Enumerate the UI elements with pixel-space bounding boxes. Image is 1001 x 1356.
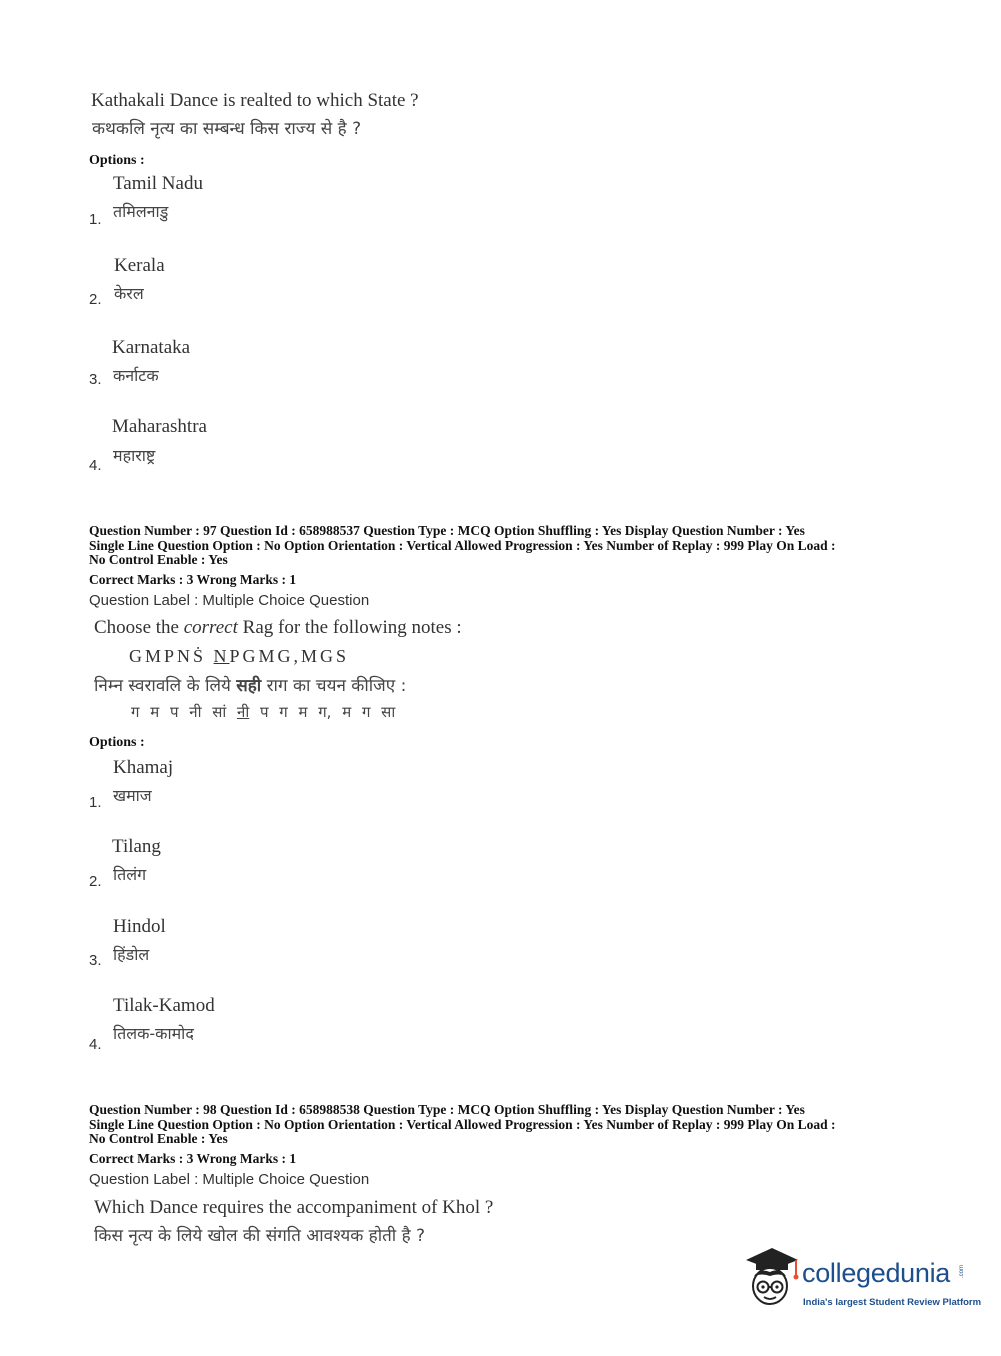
- q97-marks: Correct Marks : 3 Wrong Marks : 1: [89, 572, 297, 587]
- q96-option-3-en: Karnataka: [112, 337, 191, 358]
- q98-question-en: Which Dance requires the accompaniment of Khol ?: [94, 1197, 494, 1218]
- q97-option-3-en: Hindol: [113, 916, 166, 937]
- q96-option-4-en: Maharashtra: [112, 416, 207, 437]
- q96-option-2-number: 2.: [89, 291, 102, 308]
- q97-option-3-number: 3.: [89, 952, 102, 969]
- q97-option-2-number: 2.: [89, 873, 102, 890]
- q97-option-4-hi: तिलक-कामोद: [113, 1024, 194, 1043]
- q96-option-3-number: 3.: [89, 371, 102, 388]
- q98-question-label: Question Label : Multiple Choice Question: [89, 1171, 370, 1188]
- q96-option-1-number: 1.: [89, 211, 102, 228]
- q97-meta-line-1: Question Number : 97 Question Id : 658988537 Question Type : MCQ Option Shuffling : Yes Display Question Number : Yes: [89, 523, 805, 538]
- collegedunia-logo[interactable]: [740, 1246, 982, 1316]
- q96-question-hi: कथकलि नृत्य का सम्बन्ध किस राज्य से है ?: [92, 119, 362, 139]
- q97-question-en: Choose the correct Rag for the following notes :: [94, 617, 462, 638]
- q98-meta-line-1: Question Number : 98 Question Id : 658988538 Question Type : MCQ Option Shuffling : Yes Display Question Number : Yes: [89, 1102, 805, 1117]
- q97-option-1-number: 1.: [89, 794, 102, 811]
- q97-emphasis-correct: correct: [183, 617, 238, 638]
- q96-option-4-number: 4.: [89, 457, 102, 474]
- q96-option-3-hi: कर्नाटक: [113, 366, 159, 385]
- q97-emphasis-sahi: सही: [236, 676, 262, 696]
- q97-option-2-hi: तिलंग: [113, 865, 147, 884]
- q96-option-2-hi: केरल: [114, 284, 144, 303]
- q97-question-label: Question Label : Multiple Choice Question: [89, 592, 370, 609]
- q97-meta-line-3: No Control Enable : Yes: [89, 552, 228, 567]
- q98-marks: Correct Marks : 3 Wrong Marks : 1: [89, 1151, 297, 1166]
- q97-notes-hi-underlined: नी: [237, 703, 250, 721]
- q97-option-1-hi: खमाज: [113, 786, 152, 805]
- q97-question-hi: निम्न स्वरावलि के लिये सही राग का चयन कीजिए :: [94, 676, 407, 696]
- q97-notes-en-underlined: N: [213, 646, 230, 666]
- q96-option-1-hi: तमिलनाडु: [113, 202, 169, 221]
- logo-tagline: India's largest Student Review Platform: [803, 1297, 982, 1308]
- q97-meta-line-2: Single Line Question Option : No Option Orientation : Vertical Allowed Progression : Yes Number of Replay : 999 Play On Load :: [89, 538, 836, 553]
- q98-meta-line-2: Single Line Question Option : No Option Orientation : Vertical Allowed Progression : Yes Number of Replay : 999 Play On Load :: [89, 1117, 836, 1132]
- q97-notes-en: GMPNṠ NPGMG,MGS: [129, 646, 350, 666]
- q97-options-label: Options :: [89, 735, 145, 750]
- student-mascot-icon: [740, 1246, 800, 1310]
- q96-option-1-en: Tamil Nadu: [113, 173, 203, 194]
- q96-options-label: Options :: [89, 153, 145, 168]
- q97-option-3-hi: हिंडोल: [113, 945, 150, 964]
- q97-option-4-en: Tilak-Kamod: [113, 995, 215, 1016]
- q97-option-4-number: 4.: [89, 1036, 102, 1053]
- logo-tld: .com: [959, 1264, 965, 1278]
- q98-meta-line-3: No Control Enable : Yes: [89, 1131, 228, 1146]
- q98-question-hi: किस नृत्य के लिये खोल की संगति आवश्यक होती है ?: [94, 1226, 426, 1246]
- q96-question-en: Kathakali Dance is realted to which State ?: [91, 90, 419, 111]
- q96-option-4-hi: महाराष्ट्र: [113, 446, 156, 465]
- q97-option-2-en: Tilang: [112, 836, 161, 857]
- q96-option-2-en: Kerala: [114, 255, 165, 276]
- logo-wordmark: collegedunia: [802, 1258, 951, 1288]
- q97-notes-hi: ग म प नी सां नी प ग म ग, म ग सा: [131, 703, 396, 721]
- q97-option-1-en: Khamaj: [113, 757, 174, 778]
